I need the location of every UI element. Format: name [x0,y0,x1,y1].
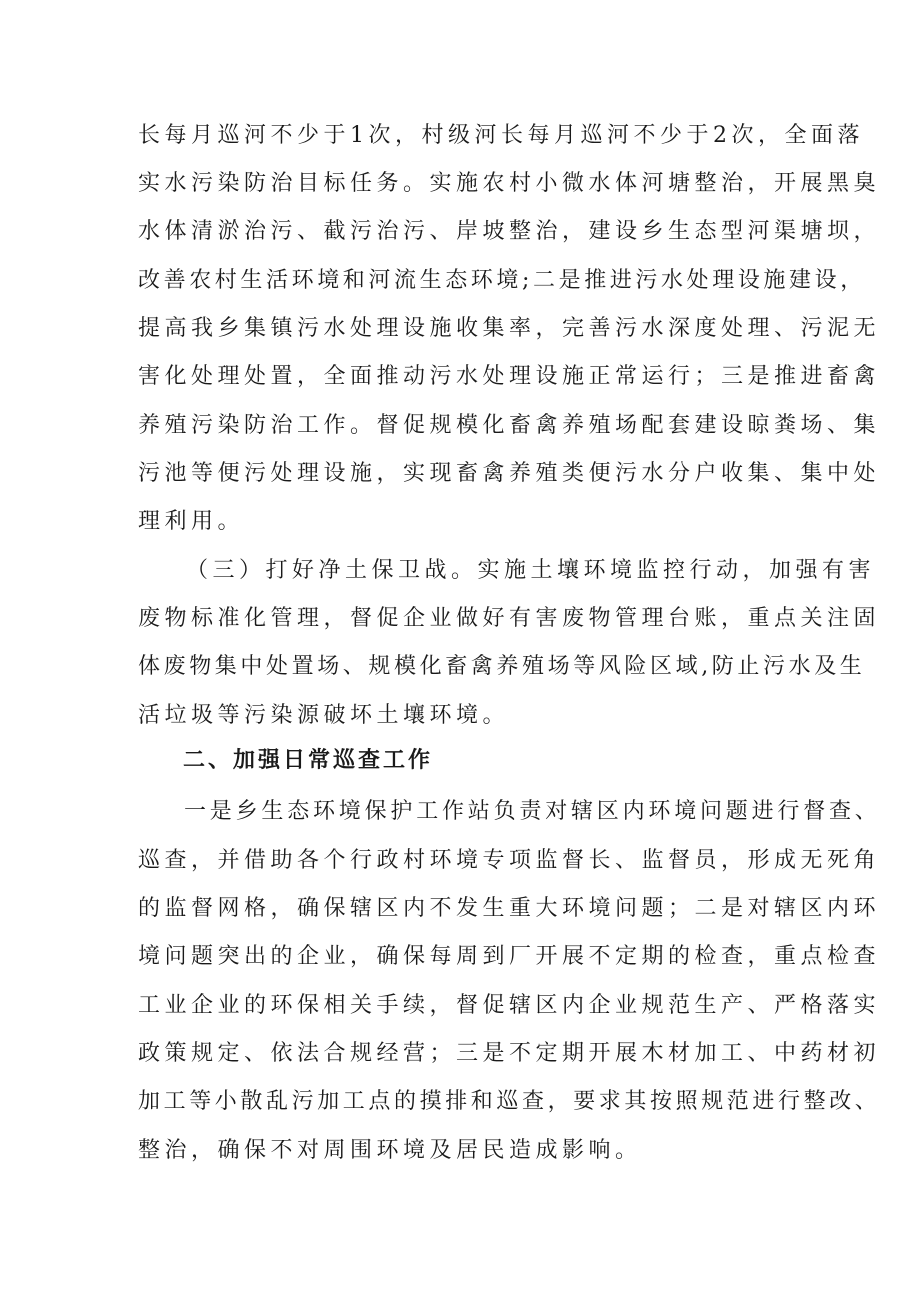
text-line: 长每月巡河不少于1次，村级河长每月巡河不少于2次，全面落 [138,123,864,148]
text-line: 废物标准化管理，督促企业做好有害废物管理台账，重点关注固 [138,606,881,631]
text-line: 政策规定、依法合规经营；三是不定期开展木材加工、中药材初 [138,1041,881,1066]
text-line: 工业企业的环保相关手续，督促辖区内企业规范生产、严格落实 [138,993,881,1018]
text-line: 改善农村生活环境和河流生态环境;二是推进污水处理设施建设， [138,268,866,293]
text-line: 一是乡生态环境保护工作站负责对辖区内环境问题进行督查、 [184,799,881,824]
text-line: 理利用。 [138,509,245,534]
text-line: 境问题突出的企业，确保每周到厂开展不定期的检查，重点检查 [138,944,881,969]
text-line: 提高我乡集镇污水处理设施收集率，完善污水深度处理、污泥无 [138,316,881,341]
text-line: 加工等小散乱污加工点的摸排和巡查，要求其按照规范进行整改、 [138,1089,881,1114]
text-line: 实水污染防治目标任务。实施农村小微水体河塘整治，开展黑臭 [138,171,881,196]
text-line: 养殖污染防治工作。督促规模化畜禽养殖场配套建设晾粪场、集 [138,413,881,438]
section-heading: 二、加强日常巡查工作 [183,748,434,773]
text-line: 体废物集中处置场、规模化畜禽养殖场等风险区域,防止污水及生 [138,654,866,679]
text-line: （三）打好净土保卫战。实施土壤环境监控行动，加强有害 [186,558,876,583]
text-line: 害化处理处置，全面推动污水处理设施正常运行；三是推进畜禽 [138,364,881,389]
text-line: 活垃圾等污染源破坏土壤环境。 [138,703,510,728]
text-line: 水体清淤治污、截污治污、岸坡整治，建设乡生态型河渠塘坝， [138,219,881,244]
text-line: 整治，确保不对周围环境及居民造成影响。 [138,1138,642,1163]
text-line: 的监督网格，确保辖区内不发生重大环境问题；二是对辖区内环 [138,896,881,921]
text-line: 巡查，并借助各个行政村环境专项监督长、监督员，形成无死角 [138,848,881,873]
text-line: 污池等便污处理设施，实现畜禽养殖类便污水分户收集、集中处 [138,461,881,486]
